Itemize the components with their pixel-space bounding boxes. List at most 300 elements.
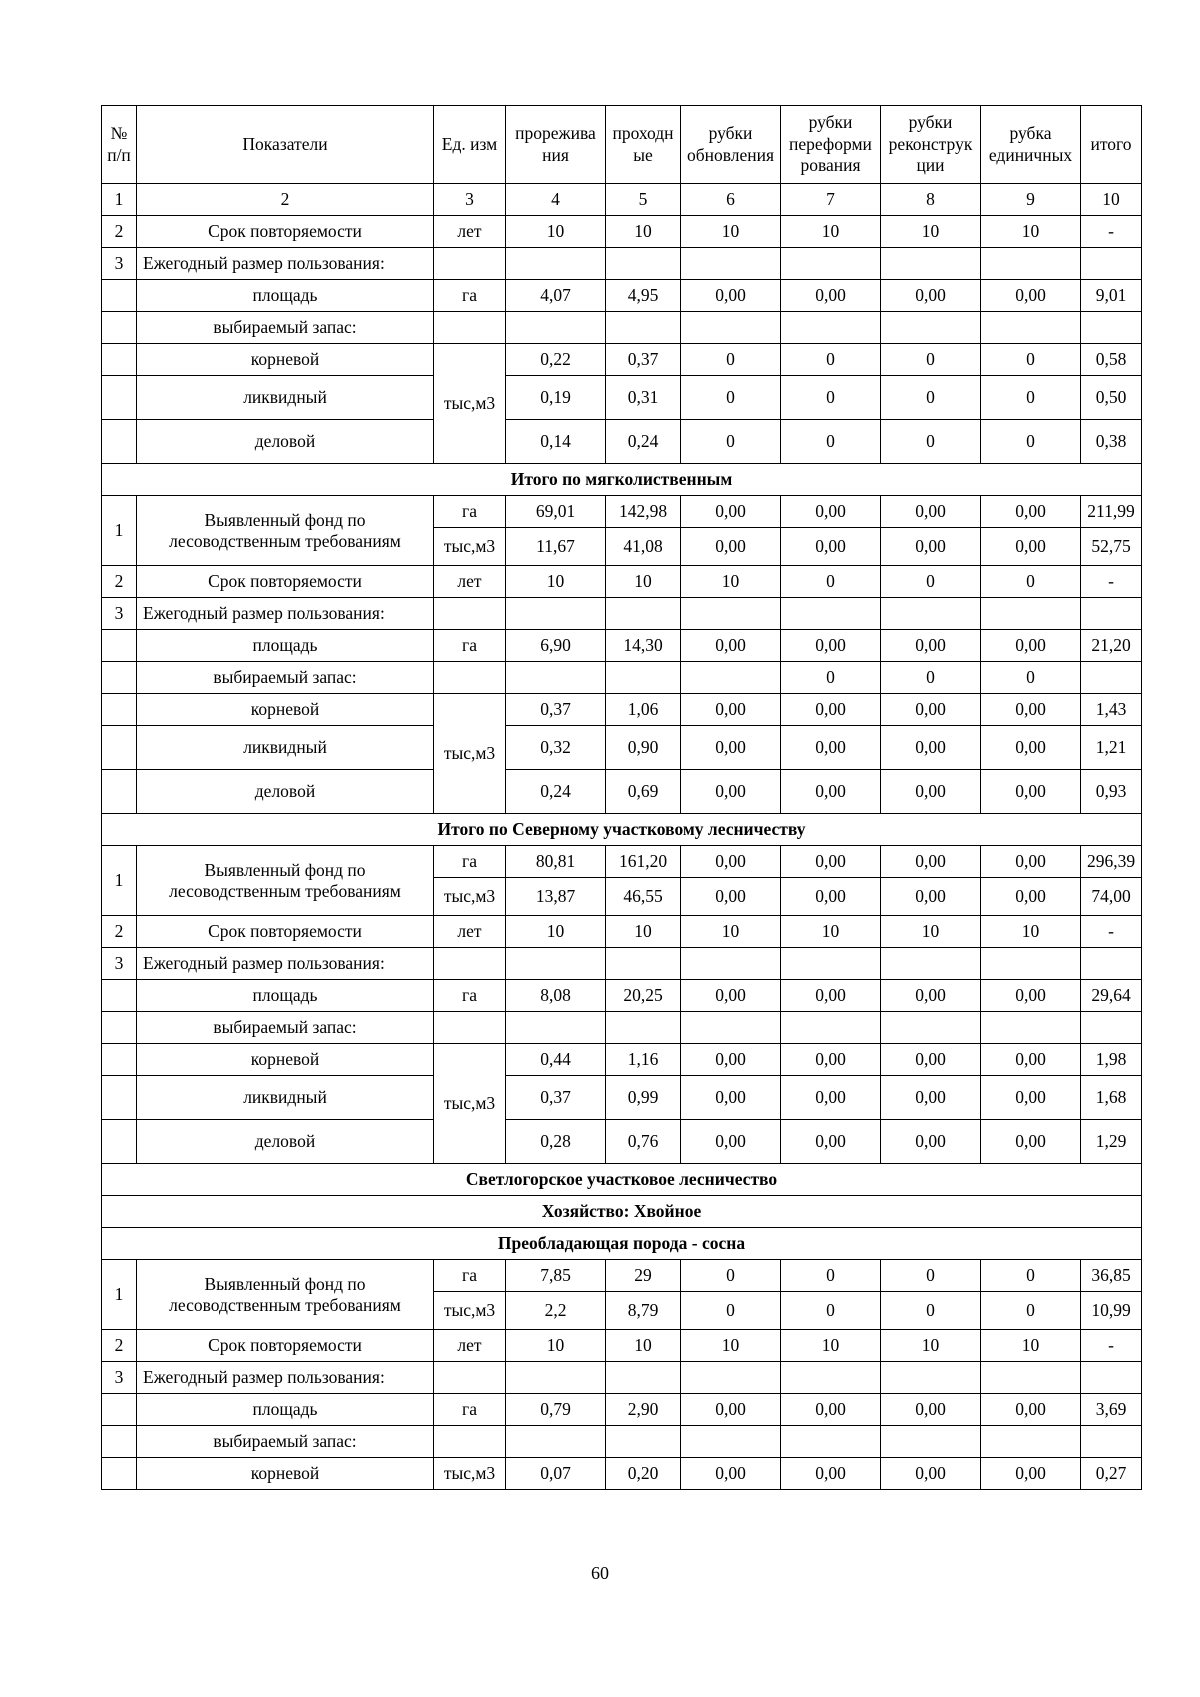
section-header: Хозяйство: Хвойное [102, 1196, 1142, 1228]
value-cell: 10 [881, 1330, 981, 1362]
row-label: Ежегодный размер пользования: [137, 948, 434, 980]
unit-cell: га [434, 1260, 506, 1292]
value-cell: 0,44 [506, 1044, 606, 1076]
row-label: ликвидный [137, 726, 434, 770]
value-cell: 0,00 [681, 1458, 781, 1490]
value-cell: 0,00 [981, 630, 1081, 662]
row-label: корневой [137, 344, 434, 376]
value-cell: 0,99 [606, 1076, 681, 1120]
row-label: Срок повторяемости [137, 566, 434, 598]
value-cell [781, 598, 881, 630]
row-label: ликвидный [137, 376, 434, 420]
row-number: 1 [102, 1260, 137, 1330]
value-cell: 14,30 [606, 630, 681, 662]
value-cell: 0,00 [681, 1394, 781, 1426]
value-cell [881, 598, 981, 630]
row-number [102, 726, 137, 770]
value-cell: 0 [681, 344, 781, 376]
value-cell: 0 [981, 344, 1081, 376]
value-cell: 0,00 [981, 846, 1081, 878]
unit-cell: тыс,м3 [434, 1044, 506, 1164]
value-cell [606, 1426, 681, 1458]
value-cell: 0,93 [1081, 770, 1142, 814]
value-cell: 0 [781, 376, 881, 420]
table-row [102, 1362, 1142, 1394]
header-single: рубка единичных [981, 106, 1081, 184]
value-cell: 7,85 [506, 1260, 606, 1292]
header-indicators: Показатели [137, 106, 434, 184]
value-cell: 0,28 [506, 1120, 606, 1164]
value-cell: 0,00 [781, 1394, 881, 1426]
unit-cell: лет [434, 216, 506, 248]
row-label: Ежегодный размер пользования: [137, 598, 434, 630]
row-number: 3 [102, 598, 137, 630]
value-cell: 4,07 [506, 280, 606, 312]
value-cell: 3,69 [1081, 1394, 1142, 1426]
value-cell: 0,00 [981, 528, 1081, 566]
row-label: Ежегодный размер пользования: [137, 248, 434, 280]
value-cell: 10 [506, 566, 606, 598]
column-number: 2 [137, 184, 434, 216]
value-cell: 0 [981, 1260, 1081, 1292]
unit-cell: лет [434, 916, 506, 948]
value-cell: 0,00 [781, 694, 881, 726]
table-row [102, 1044, 1142, 1076]
page-number: 60 [591, 1563, 609, 1583]
table-row [102, 1394, 1142, 1426]
value-cell [981, 1426, 1081, 1458]
value-cell: 0,00 [881, 496, 981, 528]
value-cell: 0,00 [681, 770, 781, 814]
value-cell: 0,37 [506, 694, 606, 726]
value-cell [981, 1012, 1081, 1044]
row-number [102, 1426, 137, 1458]
value-cell [681, 598, 781, 630]
table-row [102, 1164, 1142, 1196]
value-cell: 0,00 [881, 878, 981, 916]
value-cell: 1,21 [1081, 726, 1142, 770]
row-label: Выявленный фонд по лесоводственным требованиям [137, 496, 434, 566]
table-row [102, 376, 1142, 420]
row-number [102, 662, 137, 694]
value-cell: - [1081, 566, 1142, 598]
unit-cell: тыс,м3 [434, 1292, 506, 1330]
value-cell [681, 312, 781, 344]
column-number: 4 [506, 184, 606, 216]
value-cell [506, 312, 606, 344]
value-cell [981, 312, 1081, 344]
unit-cell: тыс,м3 [434, 344, 506, 464]
value-cell: 0,00 [681, 528, 781, 566]
value-cell: 0 [881, 420, 981, 464]
value-cell: 0 [781, 1292, 881, 1330]
column-number: 8 [881, 184, 981, 216]
value-cell [506, 948, 606, 980]
value-cell [1081, 1362, 1142, 1394]
value-cell: 161,20 [606, 846, 681, 878]
row-number: 1 [102, 846, 137, 916]
header-unit: Ед. изм [434, 106, 506, 184]
header-row [102, 106, 1142, 184]
value-cell [506, 1012, 606, 1044]
value-cell: 0,31 [606, 376, 681, 420]
value-cell: 0,24 [506, 770, 606, 814]
value-cell: 0,00 [881, 280, 981, 312]
value-cell [881, 248, 981, 280]
unit-cell [434, 1362, 506, 1394]
header-passage: проходн ые [606, 106, 681, 184]
table-row [102, 694, 1142, 726]
value-cell: 10 [506, 1330, 606, 1362]
row-number [102, 694, 137, 726]
value-cell: 0 [981, 566, 1081, 598]
value-cell: 0,14 [506, 420, 606, 464]
value-cell [606, 948, 681, 980]
value-cell [606, 662, 681, 694]
value-cell: 0,00 [781, 630, 881, 662]
value-cell: 0 [881, 566, 981, 598]
table-body [102, 106, 1142, 1490]
value-cell: 0,00 [981, 280, 1081, 312]
row-number: 3 [102, 948, 137, 980]
value-cell: 11,67 [506, 528, 606, 566]
value-cell: 0,00 [881, 770, 981, 814]
value-cell [506, 248, 606, 280]
value-cell: 0,00 [881, 1458, 981, 1490]
value-cell: 10 [606, 566, 681, 598]
row-number: 2 [102, 1330, 137, 1362]
row-number [102, 630, 137, 662]
value-cell [981, 598, 1081, 630]
table-row [102, 726, 1142, 770]
value-cell: 0,00 [981, 1044, 1081, 1076]
table-row [102, 1260, 1142, 1292]
value-cell: 1,29 [1081, 1120, 1142, 1164]
forest-use-table [101, 105, 1142, 1490]
unit-cell: га [434, 496, 506, 528]
row-label: площадь [137, 1394, 434, 1426]
value-cell [606, 598, 681, 630]
value-cell [681, 662, 781, 694]
value-cell: 80,81 [506, 846, 606, 878]
unit-cell: га [434, 630, 506, 662]
value-cell: 0,00 [981, 1120, 1081, 1164]
unit-cell: тыс,м3 [434, 694, 506, 814]
value-cell [606, 1362, 681, 1394]
value-cell: 6,90 [506, 630, 606, 662]
value-cell: 0,37 [506, 1076, 606, 1120]
table-row [102, 1228, 1142, 1260]
row-number [102, 376, 137, 420]
unit-cell: га [434, 1394, 506, 1426]
value-cell [881, 312, 981, 344]
unit-cell [434, 662, 506, 694]
row-number [102, 1394, 137, 1426]
value-cell: 0,00 [681, 1120, 781, 1164]
value-cell [881, 1012, 981, 1044]
unit-cell [434, 948, 506, 980]
value-cell [1081, 1426, 1142, 1458]
table-row [102, 248, 1142, 280]
value-cell: - [1081, 916, 1142, 948]
value-cell: 0,00 [781, 770, 881, 814]
value-cell: 0,00 [981, 496, 1081, 528]
row-label: площадь [137, 280, 434, 312]
value-cell: 10 [606, 916, 681, 948]
value-cell: 0,00 [881, 630, 981, 662]
value-cell: 0,00 [981, 980, 1081, 1012]
value-cell: 29,64 [1081, 980, 1142, 1012]
value-cell: 0,00 [981, 878, 1081, 916]
value-cell: 0,90 [606, 726, 681, 770]
column-number: 3 [434, 184, 506, 216]
row-number [102, 312, 137, 344]
value-cell: 0,24 [606, 420, 681, 464]
value-cell: 0 [881, 662, 981, 694]
value-cell [981, 1362, 1081, 1394]
value-cell: 0 [681, 1292, 781, 1330]
value-cell [1081, 662, 1142, 694]
row-label: корневой [137, 1044, 434, 1076]
unit-cell [434, 312, 506, 344]
row-label: выбираемый запас: [137, 1426, 434, 1458]
value-cell: 74,00 [1081, 878, 1142, 916]
unit-cell [434, 248, 506, 280]
value-cell: 52,75 [1081, 528, 1142, 566]
value-cell: 10 [781, 916, 881, 948]
value-cell: 0,00 [981, 1076, 1081, 1120]
table-row [102, 280, 1142, 312]
header-num: № п/п [102, 106, 137, 184]
value-cell [1081, 1012, 1142, 1044]
value-cell: 0 [981, 420, 1081, 464]
row-number [102, 1076, 137, 1120]
value-cell: 10,99 [1081, 1292, 1142, 1330]
value-cell: 20,25 [606, 980, 681, 1012]
row-label: Срок повторяемости [137, 1330, 434, 1362]
value-cell: 0,38 [1081, 420, 1142, 464]
table-row [102, 1196, 1142, 1228]
table-row [102, 464, 1142, 496]
header-total: итого [1081, 106, 1142, 184]
row-number: 2 [102, 566, 137, 598]
section-header: Преобладающая порода - сосна [102, 1228, 1142, 1260]
row-label: Срок повторяемости [137, 216, 434, 248]
table-row [102, 770, 1142, 814]
value-cell: 10 [881, 916, 981, 948]
value-cell: 0 [681, 376, 781, 420]
value-cell: 0 [881, 376, 981, 420]
value-cell [981, 948, 1081, 980]
value-cell: 10 [881, 216, 981, 248]
value-cell [606, 1012, 681, 1044]
value-cell [506, 1362, 606, 1394]
value-cell: 0,00 [781, 980, 881, 1012]
row-label: выбираемый запас: [137, 662, 434, 694]
table-row [102, 184, 1142, 216]
value-cell: 0,32 [506, 726, 606, 770]
column-number: 7 [781, 184, 881, 216]
row-label: ликвидный [137, 1076, 434, 1120]
value-cell: 10 [681, 1330, 781, 1362]
value-cell [681, 948, 781, 980]
column-number: 9 [981, 184, 1081, 216]
value-cell: 0,00 [881, 1044, 981, 1076]
value-cell: 0,00 [681, 694, 781, 726]
value-cell: 29 [606, 1260, 681, 1292]
value-cell: 0,00 [681, 980, 781, 1012]
value-cell: 0,00 [981, 1458, 1081, 1490]
column-number: 6 [681, 184, 781, 216]
value-cell: 1,16 [606, 1044, 681, 1076]
column-number: 5 [606, 184, 681, 216]
value-cell: 10 [506, 216, 606, 248]
value-cell: 0,00 [681, 1076, 781, 1120]
table-row [102, 1426, 1142, 1458]
value-cell [881, 1362, 981, 1394]
value-cell [1081, 312, 1142, 344]
value-cell: 0 [881, 1292, 981, 1330]
value-cell [781, 248, 881, 280]
table-row [102, 598, 1142, 630]
value-cell: 0 [881, 1260, 981, 1292]
value-cell: 10 [981, 216, 1081, 248]
row-number [102, 280, 137, 312]
value-cell: 0,00 [681, 630, 781, 662]
value-cell: 0,00 [881, 694, 981, 726]
value-cell: 9,01 [1081, 280, 1142, 312]
value-cell: 0,00 [981, 726, 1081, 770]
value-cell [1081, 248, 1142, 280]
value-cell: 10 [981, 1330, 1081, 1362]
value-cell: 10 [781, 1330, 881, 1362]
value-cell: 0,00 [681, 846, 781, 878]
value-cell: 0,07 [506, 1458, 606, 1490]
value-cell: 10 [681, 566, 781, 598]
value-cell [506, 1426, 606, 1458]
table-row [102, 1120, 1142, 1164]
value-cell: 0,00 [881, 726, 981, 770]
unit-cell: лет [434, 566, 506, 598]
table-row [102, 1458, 1142, 1490]
unit-cell [434, 1012, 506, 1044]
value-cell: 13,87 [506, 878, 606, 916]
value-cell: 0 [681, 420, 781, 464]
value-cell: 0,00 [881, 528, 981, 566]
value-cell: 0,69 [606, 770, 681, 814]
value-cell [881, 1426, 981, 1458]
row-number: 1 [102, 496, 137, 566]
value-cell: 0,00 [981, 694, 1081, 726]
value-cell: 69,01 [506, 496, 606, 528]
value-cell: 0,00 [881, 1076, 981, 1120]
value-cell: 296,39 [1081, 846, 1142, 878]
row-label: корневой [137, 1458, 434, 1490]
value-cell: 0,00 [681, 726, 781, 770]
value-cell: 0,00 [981, 770, 1081, 814]
value-cell: 10 [681, 916, 781, 948]
column-number: 1 [102, 184, 137, 216]
unit-cell: тыс,м3 [434, 528, 506, 566]
value-cell [781, 312, 881, 344]
value-cell: 0,27 [1081, 1458, 1142, 1490]
value-cell [681, 1012, 781, 1044]
value-cell: - [1081, 216, 1142, 248]
value-cell: 21,20 [1081, 630, 1142, 662]
value-cell: 1,68 [1081, 1076, 1142, 1120]
value-cell [781, 1362, 881, 1394]
value-cell: 0,00 [881, 980, 981, 1012]
value-cell: 0,00 [981, 1394, 1081, 1426]
value-cell [506, 598, 606, 630]
value-cell: 0 [881, 344, 981, 376]
value-cell: 0,00 [781, 878, 881, 916]
value-cell: 0,00 [681, 1044, 781, 1076]
value-cell: 1,98 [1081, 1044, 1142, 1076]
row-number [102, 1044, 137, 1076]
unit-cell [434, 598, 506, 630]
row-number: 3 [102, 248, 137, 280]
row-label: выбираемый запас: [137, 312, 434, 344]
section-header: Итого по Северному участковому лесничеству [102, 814, 1142, 846]
value-cell: 0,00 [781, 846, 881, 878]
value-cell: 0,00 [881, 846, 981, 878]
value-cell: 0,00 [881, 1120, 981, 1164]
value-cell [681, 248, 781, 280]
value-cell: 2,2 [506, 1292, 606, 1330]
table-row [102, 916, 1142, 948]
value-cell: 211,99 [1081, 496, 1142, 528]
unit-cell: га [434, 846, 506, 878]
value-cell: 142,98 [606, 496, 681, 528]
header-thinning: прорежива ния [506, 106, 606, 184]
unit-cell: га [434, 980, 506, 1012]
row-number [102, 1012, 137, 1044]
row-number [102, 420, 137, 464]
value-cell: 0 [781, 566, 881, 598]
value-cell: 0,00 [881, 1394, 981, 1426]
value-cell: 0,00 [781, 1120, 881, 1164]
value-cell [1081, 948, 1142, 980]
value-cell: 0,00 [781, 1458, 881, 1490]
value-cell: 0 [981, 662, 1081, 694]
row-number [102, 1458, 137, 1490]
value-cell [981, 248, 1081, 280]
table-row [102, 1330, 1142, 1362]
value-cell [1081, 598, 1142, 630]
row-label: деловой [137, 770, 434, 814]
row-label: площадь [137, 980, 434, 1012]
unit-cell [434, 1426, 506, 1458]
table-row [102, 662, 1142, 694]
row-number [102, 344, 137, 376]
value-cell: 0 [781, 1260, 881, 1292]
value-cell: 0,50 [1081, 376, 1142, 420]
value-cell [681, 1426, 781, 1458]
value-cell: 10 [606, 216, 681, 248]
value-cell: 10 [781, 216, 881, 248]
value-cell: 10 [506, 916, 606, 948]
value-cell: 0,00 [781, 496, 881, 528]
row-label: выбираемый запас: [137, 1012, 434, 1044]
value-cell: 10 [981, 916, 1081, 948]
value-cell: 0,79 [506, 1394, 606, 1426]
value-cell: 2,90 [606, 1394, 681, 1426]
value-cell [606, 248, 681, 280]
value-cell: 1,43 [1081, 694, 1142, 726]
value-cell: 41,08 [606, 528, 681, 566]
unit-cell: лет [434, 1330, 506, 1362]
